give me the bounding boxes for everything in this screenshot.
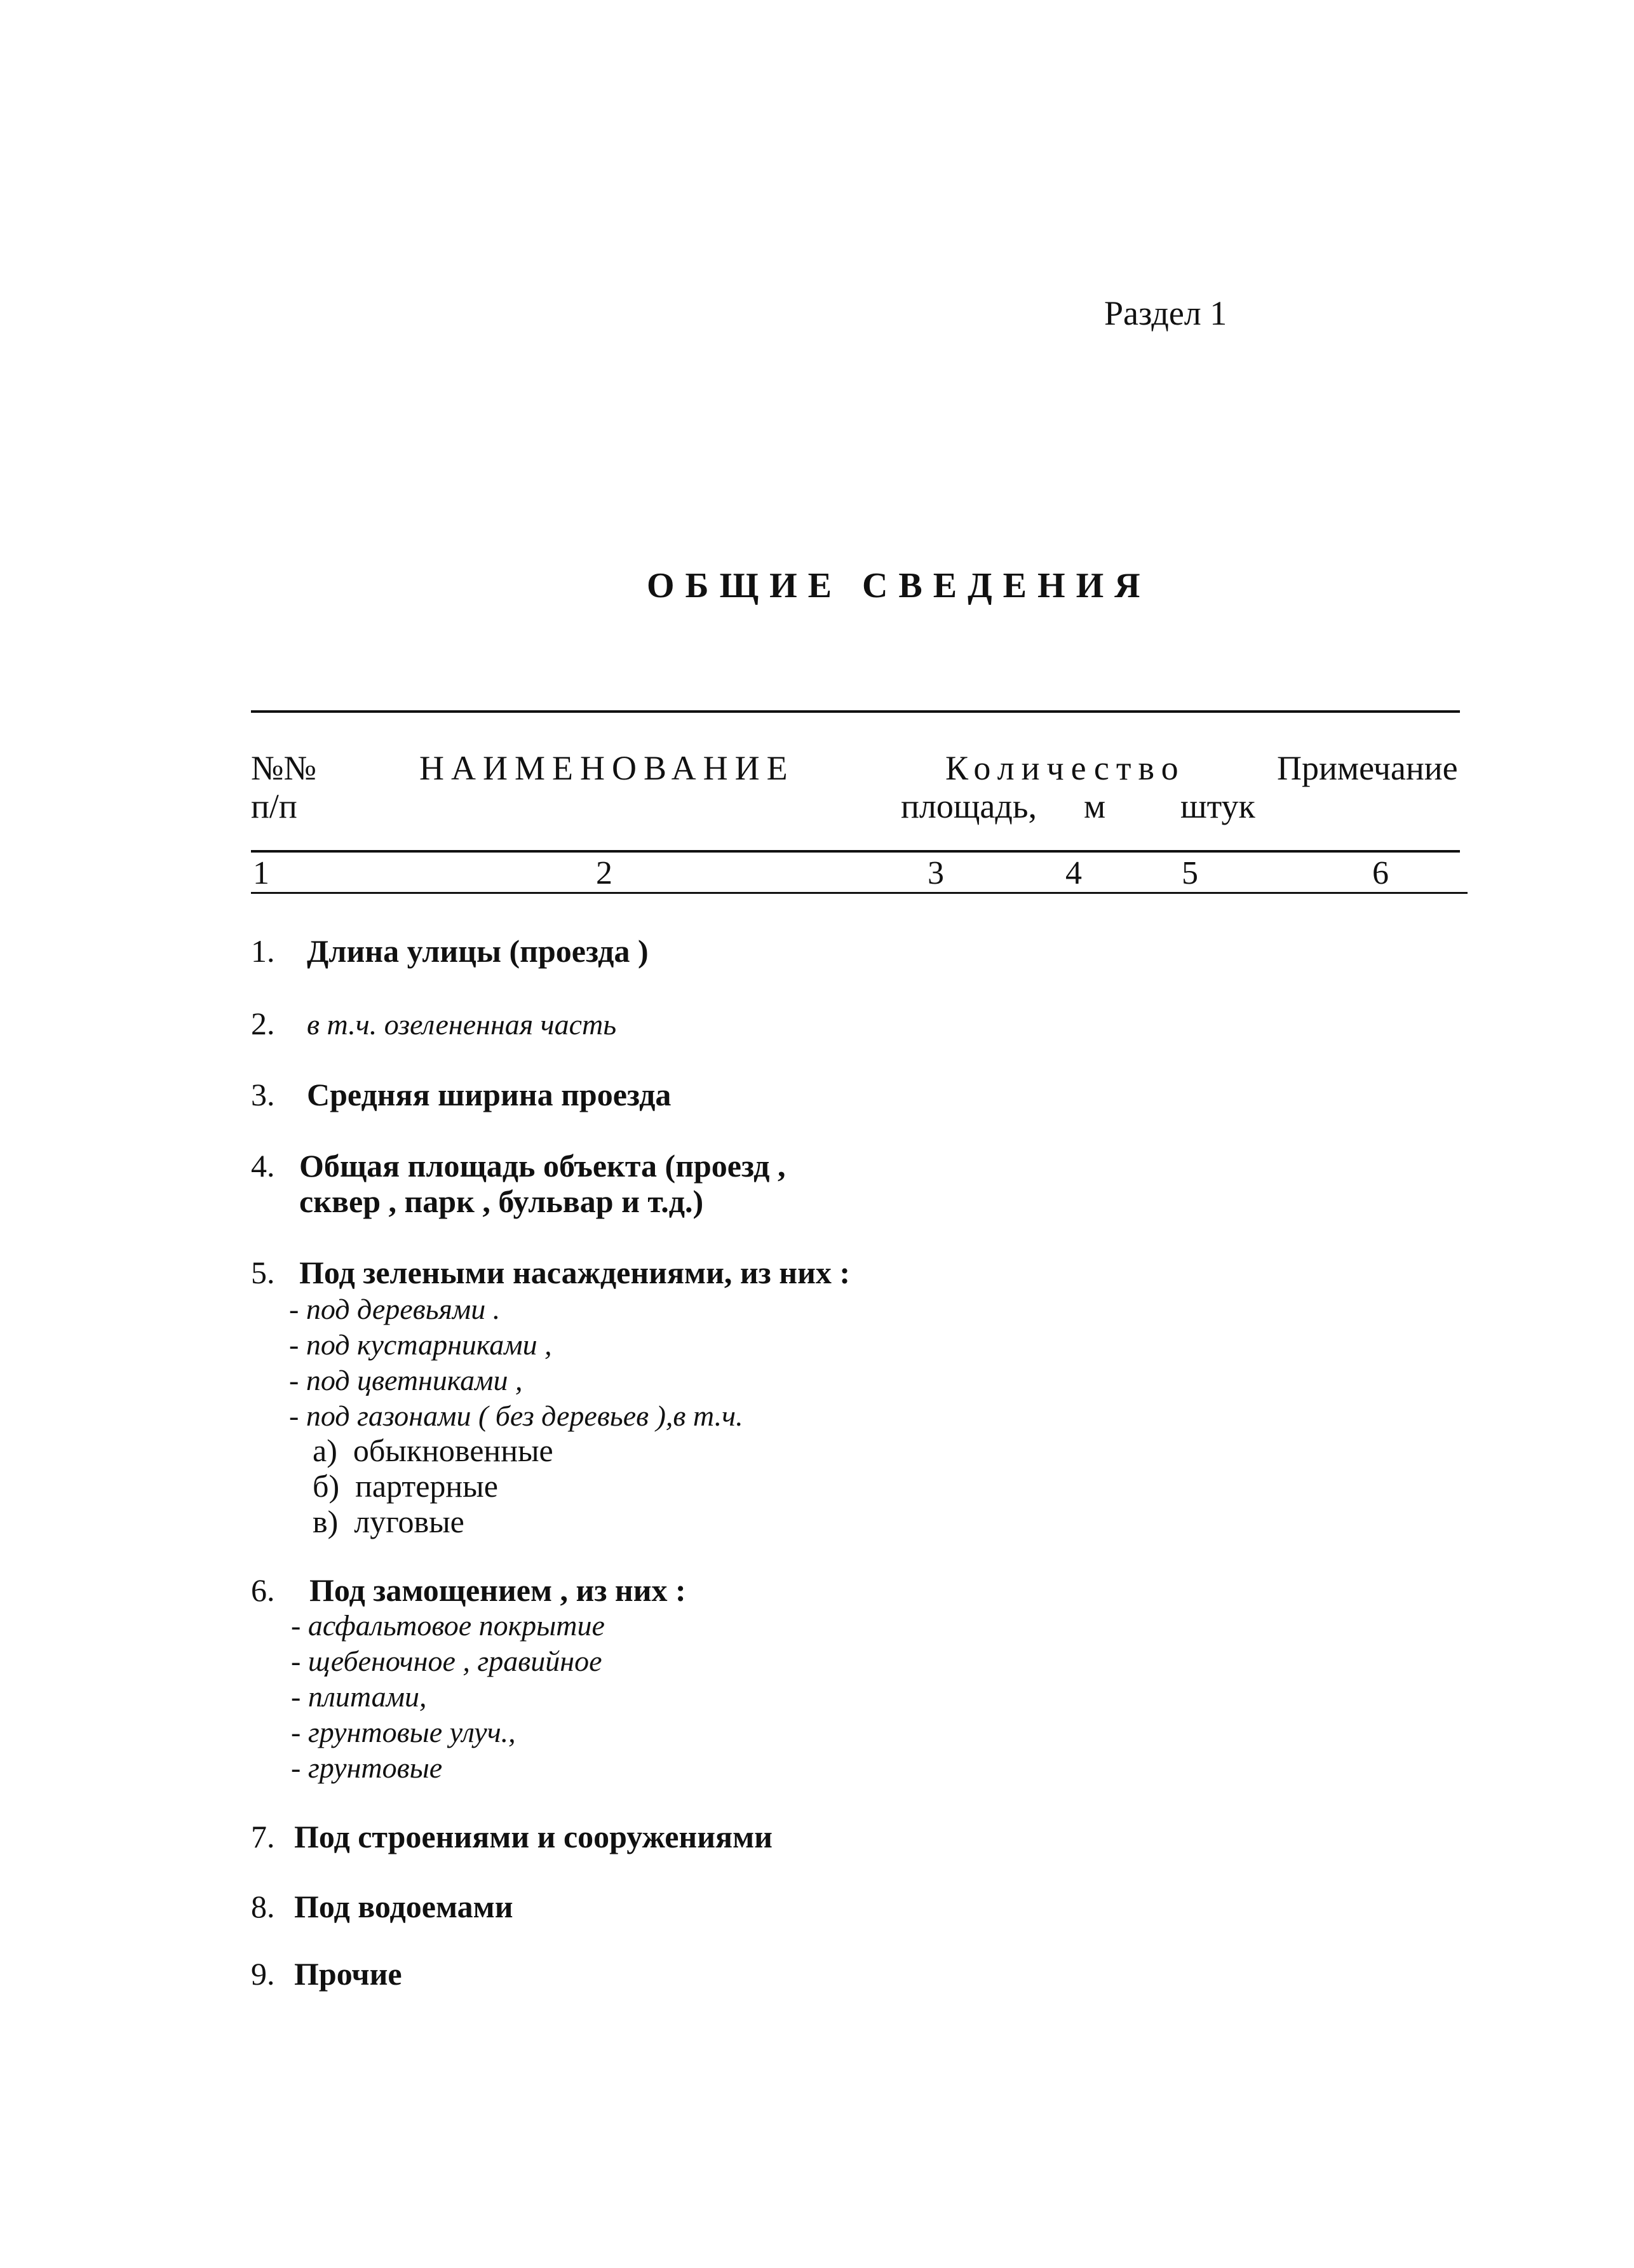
list-item-4-cont <box>299 1183 703 1220</box>
item-label: Средняя ширина проезда <box>307 1077 672 1112</box>
sub-item: - грунтовые улуч., <box>291 1716 516 1748</box>
col-number-6: 6 <box>1372 855 1389 891</box>
item-label: Длина улицы (проезда ) <box>307 933 649 969</box>
item-number: 5. <box>251 1255 275 1290</box>
table-top-rule <box>251 710 1460 713</box>
col-number-1: 1 <box>253 855 269 891</box>
col-number-rule <box>251 892 1468 894</box>
header-quantity: Количество <box>945 749 1185 787</box>
item-label: Общая площадь объекта (проезд , <box>299 1148 786 1184</box>
sub-item: - под кустарниками , <box>289 1328 552 1361</box>
sub-item: - грунтовые <box>291 1752 443 1784</box>
item-number: 3. <box>251 1077 275 1112</box>
item-number: 2. <box>251 1006 275 1041</box>
sub-item: - под цветниками , <box>289 1364 523 1396</box>
header-area: площадь, <box>901 787 1037 825</box>
item-number: 6. <box>251 1572 275 1608</box>
list-item-6 <box>251 1572 686 1609</box>
page-title: ОБЩИЕ СВЕДЕНИЯ <box>647 566 1151 605</box>
header-pieces: штук <box>1180 787 1255 825</box>
item-label: Под строениями и сооружениями <box>294 1819 773 1854</box>
col-number-4: 4 <box>1065 855 1082 891</box>
header-unit: м <box>1084 787 1106 825</box>
header-num-line1: №№ <box>251 749 317 787</box>
list-item-7 <box>251 1818 773 1855</box>
item-number: 7. <box>251 1819 275 1854</box>
sub-item: - плитами, <box>291 1680 427 1713</box>
list-item-3 <box>251 1076 671 1113</box>
item-label: Под водоемами <box>294 1889 513 1924</box>
header-num-line2: п/п <box>251 787 297 825</box>
section-label: Раздел 1 <box>1104 294 1227 332</box>
header-name: НАИМЕНОВАНИЕ <box>419 749 795 787</box>
list-item-1 <box>251 933 649 969</box>
header-note: Примечание <box>1277 749 1458 787</box>
item-label: Под зелеными насаждениями, из них : <box>299 1255 851 1290</box>
lettered-item: а) обыкновенные <box>313 1433 553 1468</box>
item-label: Под замощением , из них : <box>309 1572 686 1608</box>
sub-item: - под деревьями . <box>289 1293 501 1325</box>
list-item-8 <box>251 1888 513 1925</box>
lettered-item: в) луговые <box>313 1504 464 1539</box>
list-item-2 <box>251 1005 616 1042</box>
item-label: в т.ч. озелененная часть <box>307 1008 617 1041</box>
sub-item: - под газонами ( без деревьев ),в т.ч. <box>289 1400 743 1432</box>
list-item-9 <box>251 1955 402 1992</box>
item-number: 9. <box>251 1956 275 1992</box>
col-number-3: 3 <box>928 855 944 891</box>
item-number: 1. <box>251 933 275 969</box>
list-item-4 <box>251 1147 785 1184</box>
item-number: 8. <box>251 1889 275 1924</box>
item-label: Прочие <box>294 1956 402 1992</box>
table-header-rule <box>251 850 1460 853</box>
sub-item: - асфальтовое покрытие <box>291 1609 605 1642</box>
list-item-5 <box>251 1254 850 1291</box>
sub-item: - щебеночное , гравийное <box>291 1645 602 1677</box>
lettered-item: б) партерные <box>313 1468 498 1504</box>
item-number: 4. <box>251 1148 275 1184</box>
col-number-5: 5 <box>1182 855 1198 891</box>
col-number-2: 2 <box>596 855 612 891</box>
item-label-cont: сквер , парк , бульвар и т.д.) <box>299 1184 704 1219</box>
